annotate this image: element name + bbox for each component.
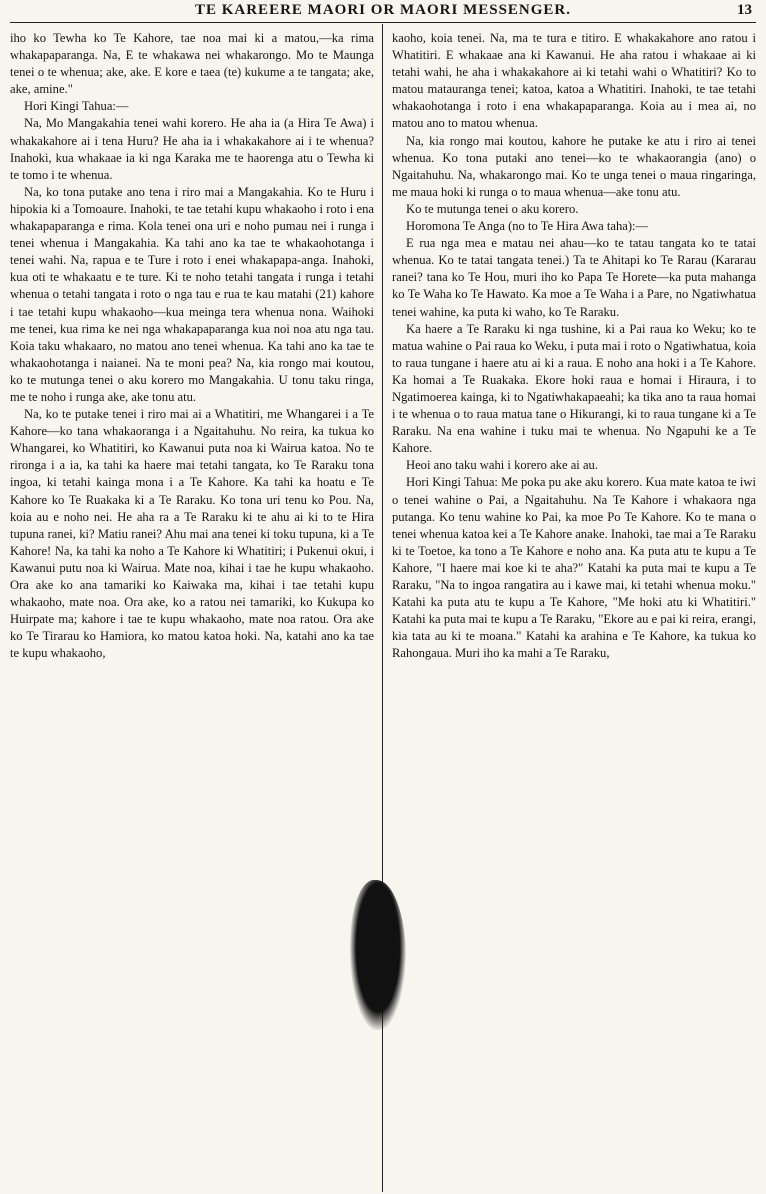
page-header [0,0,766,26]
running-title: TE KAREERE MAORI OR MAORI MESSENGER. [194,2,572,18]
paragraph: Na, kia rongo mai koutou, kahore he putake ke atu i riro ai tenei whenua. Ko tona putaki ano tenei—ko te whakaorangia (ano) o Ngaitahuhu. Na, whakarongo mai. Ko te unga tenei o maua ringaringa, me maua hoki ki runga o to maua whenua—ake tonu atu. [392,133,756,199]
paragraph: E rua nga mea e matau nei ahau—ko te tatau tangata ko te tatai whenua. Ko te tatai tangata tenei.) Ta te Ahitapi ko Te Rarau (Kararau ranei? tana ko Te Hou, muri iho ko Papa Te Horete—ka puta mahanga ko Te Waha ko Te Hawato. Ka moe a Te Waha i a Pare, no Ngatiwhatua tenei wahine, ka puta ki waho, ko Te Raraku. [392,236,756,319]
paragraph: kaoho, koia tenei. Na, ma te tura e titiro. E whakakahore ano ratou i Whatitiri. E whakaae ana ki Kawanui. He aha ratou i whakaae ai ki tetahi wahi, he aha i whakakahore ai ki tetahi wahi o Whatitiri? Ko to matou matauranga tenei; katoa, katoa a Whatitiri. Inahoki, te tae tetahi whakaohotanga i roto i ena whakapaparanga. Koia au i mea ai, no matou ano to matou whenua. [392,31,756,131]
paragraph: Na, ko tona putake ano tena i riro mai a Mangakahia. Ko te Huru i hipokia ki a Tomoaure. Inahoki, te tae tetahi kupu whakaoho i roto i ena whakapaparanga e rima. Kola tenei ona uri e noho pumau nei i runga i tenei whenua i Mangakahia. Ka tahi ano ka tae te whakaohotanga i tenei wahi. Na, rapua e te Ture i roto i enei whakapapa-anga. Inahoki, kua oti te whakaatu e te ture. Ki te noho tetahi tangata i runga i tetahi whenua o tetahi tangata i roto o nga tau e rua te kau matahi (21) kahore i tae tetahi kupu whakaoho—kua meinga tera whenua nona. Waihoki me tenei, kua rima ke nei nga whakapaparanga kua noi noa atu nga tau. Koia taku whakaaro, no matou ano tenei whenua. Ka tahi ano ka tae te whakaohotanga i naianei. Na te moni pea? Na, kia rongo mai koutou, ko te mutunga tenei o aku korero mo Mangakahia. U tonu taku ringa, me te noho i runga ake, ake tonu atu. [10,184,374,404]
page-number: 13 [737,2,752,18]
header-rule [10,22,756,23]
paragraph: Heoi ano taku wahi i korero ake ai au. [406,458,598,473]
paragraph: Hori Kingi Tahua: Me poka pu ake aku korero. Kua mate katoa te iwi o tenei wahine o Pai, a Ngaitahuhu. Na Te Kahore i whakaora nga putanga. Ko tenu wahine ko Pai, ka moe Po Te Kahore. Ko te mana o tenei whenua katoa kei a Te Kahore anake. Inahoki, tae mai a Te Raraku ki te Toetoe, ka tono a Te Kahore e noho ana. Ka puta atu te kupu a Te Kahore, "I haere mai koe ki te aha?" Katahi ka puta mai te kupu a Te Raraku, "Na to ingoa rangatira au i kawe mai, ki tetahi whenua moku." Katahi ka puta atu te kupu a Te Kahore, "Me hoki atu ki Whatitiri." Katahi ka puta mai te kupu a Te Raraku, "Ekore au e pai ki reira, erangi, kia tata au ki te moana." Katahi ka arahina e Te Kahore, ka tukua ko Rahongaua. Muri iho ka mahi a Te Raraku, [392,475,756,661]
paragraph: Horomona Te Anga (no to Te Hira Awa taha):— [406,219,649,234]
paragraph: Hori Kingi Tahua:— [24,99,129,114]
right-column [392,30,756,1190]
left-column [10,30,374,1190]
paragraph: Na, Mo Mangakahia tenei wahi korero. He aha ia (a Hira Te Awa) i whakakahore ai i tena Huru? He aha ia i whakakahore ai i te whenua? Inahoki, kua whakaae ia ki nga Karaka me te haorenga atu o Tewha ki te tomo i te whenua. [10,116,374,182]
paragraph: iho ko Tewha ko Te Kahore, tae noa mai ki a matou,—ka rima whakapaparanga. Na, E te whakawa nei whakarongo. Mo te Maunga tenei o te whenua; ake, ake. E kore e taea (te) kukume a te tangata; ake, ake, amine." [10,31,374,97]
paragraph: Ka haere a Te Raraku ki nga tushine, ki a Pai raua ko Weku; ko te matua wahine o Pai raua ko Weku, i puta mai i roto o Ngatiwhatua, koia to raua tungane i haere atu ai ki a raua. E noho ana hoki i a Te Kahore. Ka homai a Te Ruakaka. Ekore hoki raua e homai i Hiraura, i to Ngatimoerea kainga, ki to Ngatiwhakapaeahi; ka tika ano ta raua homai i te whenua o to raua matua tane o Hikurangi, ki to raua tungane ki a Te Raraku. Na ena wahine i tuku mai te whenua. No Ngapuhi ke a Te Kahore. [392,321,756,456]
paragraph: Ko te mutunga tenei o aku korero. [406,201,579,216]
paragraph: Na, ko te putake tenei i riro mai ai a Whatitiri, me Whangarei i a Te Kahore—ko tana whakaoranga i a Ngaitahuhu. No reira, ka tukua ko Whangarei, ko Whatitiri, ko Kawanui puta noa ki Wairua katoa. No te rironga i a ia, ka tahi ka haere mai tetahi tangata, ko Te Raraku tona ingoa, ki tetahi kainga mona i a Te Kahore. Ka tahi ka hoatu e Te Kahore ko Te Ruakaka ki a Te Raraku. Ko tona uri tenu ko Pou. Na, koia au e noho nei. He aha ra a Te Raraku ki te ahu ai ki to te Hira tupuna ranei, ki? Matiu ranei? Ahu mai ana tenei ki toku tupuna, ki a Te Kahore! Na, ka tahi ka noho a Te Kahore ki Whatitiri; i Pukenui okui, i Kawanui putu noa ki Wairua. Mate noa, kihai i tae he kupu whakaoho. Ora ake ko ana tamariki ko Kaiwaka ma, kihai i tae tetahi kupu whakaoho, mate noa. Ora ake, ko a ratou nei tamariki, ko Kukupa ko Huirpate ma; kahore i tae te kupu whakaoho, mate noa ratou. Ora ake ko Te Tirarau ko Hamiora, ko matou katoa hoki. Na, katahi ano ka tae te kupu whakaoho, [10,407,374,661]
